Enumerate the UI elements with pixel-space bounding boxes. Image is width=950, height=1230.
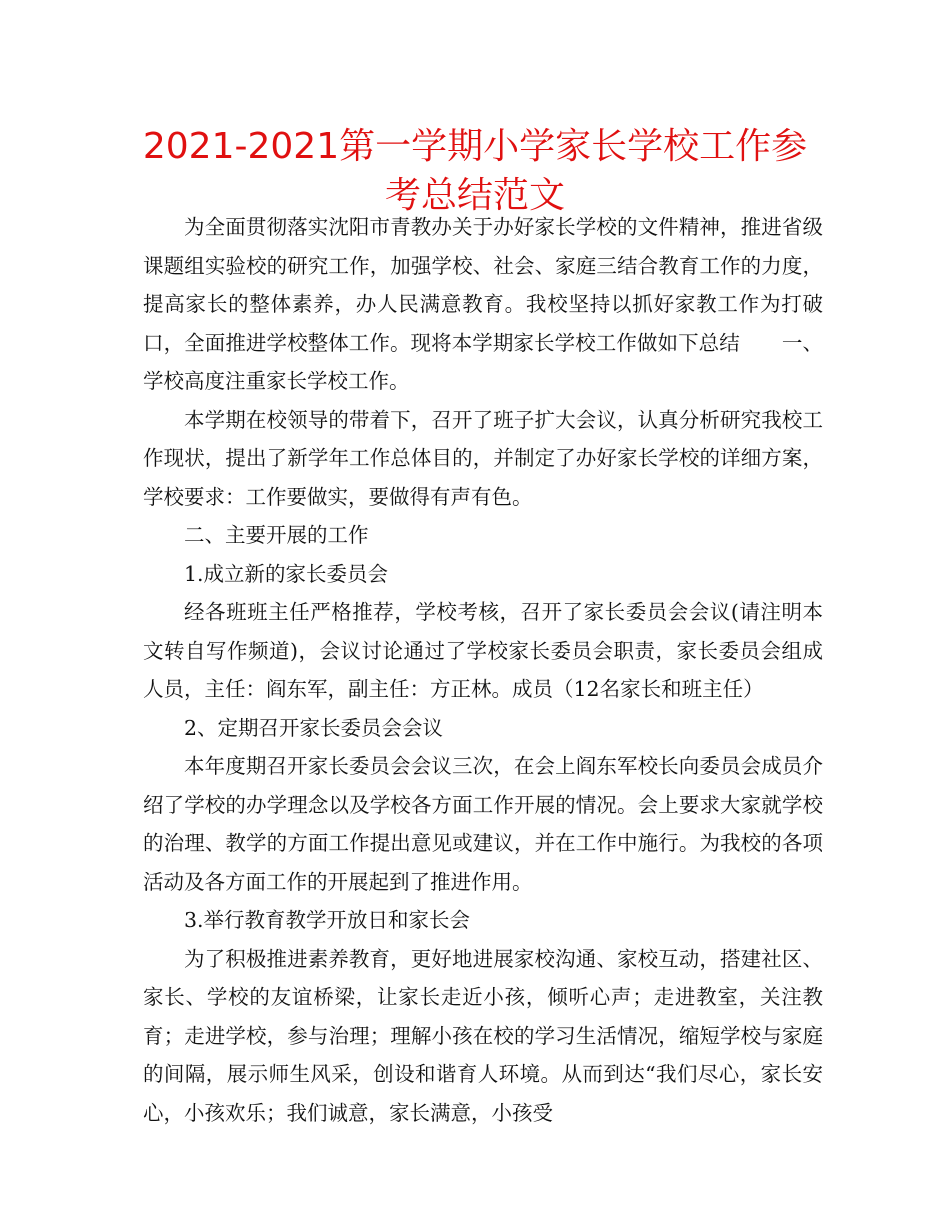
paragraph-intro	[143, 208, 823, 401]
paragraph: 本学期在校领导的带着下，召开了班子扩大会议，认真分析研究我校工作现状，提出了新学年工作总体目的，并制定了办好家长学校的详细方案，学校要求：工作要做实，要做得有声有色。	[143, 407, 823, 509]
document-body	[143, 208, 823, 1132]
subsection-heading: 2、定期召开家长委员会会议	[184, 715, 444, 740]
section-heading-2: 二、主要开展的工作	[184, 523, 369, 547]
paragraph: 本年度期召开家长委员会会议三次，在会上阎东军校长向委员会成员介绍了学校的办学理念以及学校各方面工作开展的情况。会上要求大家就学校的治理、教学的方面工作提出意见或建议，并在工作中施行。为我校的各项活动及各方面工作的开展起到了推进作用。	[143, 754, 823, 894]
section-heading-1: 一、学校高度注重家长学校工作。	[143, 330, 824, 393]
paragraph: 经各班班主任严格推荐，学校考核，召开了家长委员会会议(请注明本文转自写作频道)，会议讨论通过了学校家长委员会职责，家长委员会组成人员，主任：阎东军，副主任：方正林。成员（12名家长和班主任）	[143, 600, 823, 701]
document-title: 2021-2021第一学期小学家长学校工作参考总结范文	[142, 126, 808, 216]
paragraph: 为了积极推进素养教育，更好地进展家校沟通、家校互动，搭建社区、家长、学校的友谊桥梁，让家长走近小孩，倾听心声；走进教室，关注教育；走进学校，参与治理；理解小孩在校的学习生活情况，缩短学校与家庭的间隔，展示师生风采，创设和谐育人环境。从而到达“我们尽心，家长安心，小孩欢乐；我们诚意，家长满意，小孩受	[143, 946, 823, 1125]
subsection-heading: 1.成立新的家长委员会	[184, 561, 389, 586]
intro-text: 为全面贯彻落实沈阳市青教办关于办好家长学校的文件精神，推进省级课题组实验校的研究工作，加强学校、社会、家庭三结合教育工作的力度，提高家长的整体素养，办人民满意教育。我校坚持以抓好家教工作为打破口，全面推进学校整体工作。现将本学期家长学校工作做如下总结	[143, 215, 823, 355]
subsection-heading: 3.举行教育教学开放日和家长会	[184, 908, 471, 932]
